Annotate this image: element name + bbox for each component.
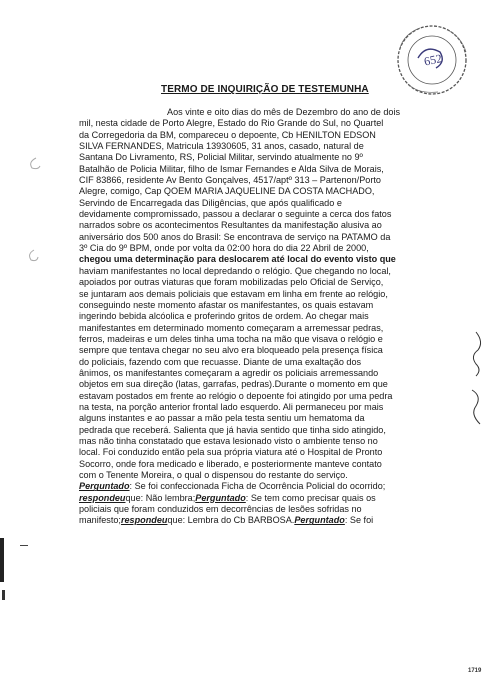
margin-signature bbox=[466, 330, 490, 430]
scan-edge-mark bbox=[0, 538, 4, 582]
stamp-number: 652 bbox=[422, 51, 444, 69]
text-line: Socorro, onde fora medicado e liberado, e posteriormente manteve contato bbox=[79, 458, 382, 469]
text-line: local. Foi conduzido então pela sua própria viatura até o Hospital de Pronto bbox=[79, 447, 383, 458]
text-line: da Corregedoria da BM, compareceu o depoente, Cb HENILTON EDSON bbox=[79, 129, 376, 140]
question-text: : Se tem como precisar quais os bbox=[245, 492, 376, 503]
scan-edge-dash bbox=[20, 545, 28, 546]
page-number: 1719 bbox=[468, 668, 482, 674]
text-line: se juntaram aos demais policiais que estavam em linha em frente ao relógio, bbox=[79, 288, 388, 299]
text-line: do policiais, fazendo com que recuasse. Diante de uma exaltação dos bbox=[79, 356, 362, 367]
text-line: na testa, na porção anterior frontal lado esquerdo. Ali permaneceu por mais bbox=[79, 401, 384, 412]
text-line: policiais que foram conduzidos em decorrências de lesões sofridas no bbox=[79, 504, 362, 515]
document-title: TERMO DE INQUIRIÇÃO DE TESTEMUNHA bbox=[161, 84, 369, 95]
text-line: manifestantes em determinado momento começaram a arremessar pedras, bbox=[79, 322, 384, 333]
text-line: ferros, madeiras e um deles tinha uma tocha na mão que visava o relógio e bbox=[79, 333, 383, 344]
qa-line bbox=[79, 481, 456, 492]
text-line: Aos vinte e oito dias do mês de Dezembro do ano de dois bbox=[167, 107, 401, 117]
text-line: mil, nesta cidade de Porto Alegre, Estado do Rio Grande do Sul, no Quartel bbox=[79, 118, 384, 129]
text-line: com o Tenente Moreira, o qual o dispensou do restante do serviço. bbox=[79, 470, 348, 480]
text-line: CIF 83866, residente Av Bento Gonçalves, 4517/aptº 313 – Partenon/Porto bbox=[79, 175, 381, 186]
text-line: aniversário dos 500 anos do Brasil: Se encontrava de serviço na PATAMO da bbox=[79, 231, 391, 242]
testimony-body bbox=[79, 107, 456, 527]
qa-line bbox=[79, 515, 456, 526]
text-line: alguns instantes e ao passar a mão pela testa sentiu um hematoma da bbox=[79, 413, 365, 424]
answer-text: que: Não lembra; bbox=[125, 492, 196, 503]
text-line: 3º Cia do 9º BPM, onde por volta da 02:00 hora do dia 22 Abril de 2000, bbox=[79, 243, 369, 254]
question-label: Perguntado bbox=[294, 515, 345, 526]
answer-label: respondeu bbox=[120, 515, 168, 526]
scan-edge-mark-2 bbox=[2, 590, 5, 600]
question-text: : Se foi bbox=[344, 515, 374, 526]
text-line: estavam postados em frente ao relógio o depoente foi atingido por uma pedra bbox=[79, 390, 393, 401]
text-line: pedrada que receberá. Salienta que já havia sentido que tinha sido atingido, bbox=[79, 424, 386, 435]
text-line: mas não tinha constatado que estava lesionado visto o ambiente tenso no bbox=[79, 435, 378, 446]
text-line: Alegre, comigo, Cap QOEM MARIA JAQUELINE DA COSTA MACHADO, bbox=[79, 186, 375, 197]
text-line: ingerindo bebida alcóolica e proferindo gritos de ordem. Ao chegar mais bbox=[79, 311, 369, 322]
text-line: devidamente compromissado, passou a declarar o seguinte a cerca dos fatos bbox=[79, 209, 392, 220]
text-line: apoiados por outras viaturas que foram mobilizadas pelo Oficial de Serviço, bbox=[79, 277, 384, 288]
text-line: sempre que tentava chegar no seu alvo era bloqueado pela presença física bbox=[79, 345, 383, 356]
text-line: ânimos, os manifestantes começaram a agredir os policiais arremessando bbox=[79, 367, 379, 378]
text-line: SILVA FERNANDES, Matricula 13930605, 31 anos, casado, natural de bbox=[79, 141, 364, 152]
text-line: Servindo de Encarregada das Diligências, que após qualificado e bbox=[79, 197, 342, 208]
question-text: : Se foi confeccionada Ficha de Ocorrência Policial do ocorrido; bbox=[129, 481, 386, 492]
answer-text: que: Lembra do Cb BARBOSA. bbox=[167, 515, 295, 526]
text-line: haviam manifestantes no local depredando o relógio. Que chegando no local, bbox=[79, 265, 391, 276]
text-line: chegou uma determinação para deslocarem até local do evento visto que bbox=[79, 254, 396, 265]
question-label: Perguntado bbox=[195, 492, 246, 503]
text-line: Santana Do Livramento, RS, Policial Militar, servindo atualmente no 9º bbox=[79, 152, 363, 163]
qa-line bbox=[79, 493, 456, 504]
text-line: narrados sobre os acontecimentos Resultantes da manifestação alusiva ao bbox=[79, 220, 382, 231]
text-fragment: manifesto; bbox=[79, 515, 121, 526]
official-stamp bbox=[388, 18, 472, 102]
answer-label: respondeu bbox=[79, 492, 126, 503]
margin-punch-marks bbox=[22, 150, 52, 270]
text-line: Batalhão de Policia Militar, filho de Ismar Fernandes e Alda Silva de Morais, bbox=[79, 163, 384, 174]
text-line: conseguindo neste momento afastar os manifestantes, os quais estavam bbox=[79, 299, 374, 310]
text-line: objetos em sua direção (latas, garrafas, pedras).Durante o momento em que bbox=[79, 379, 388, 390]
question-label: Perguntado bbox=[79, 481, 130, 492]
